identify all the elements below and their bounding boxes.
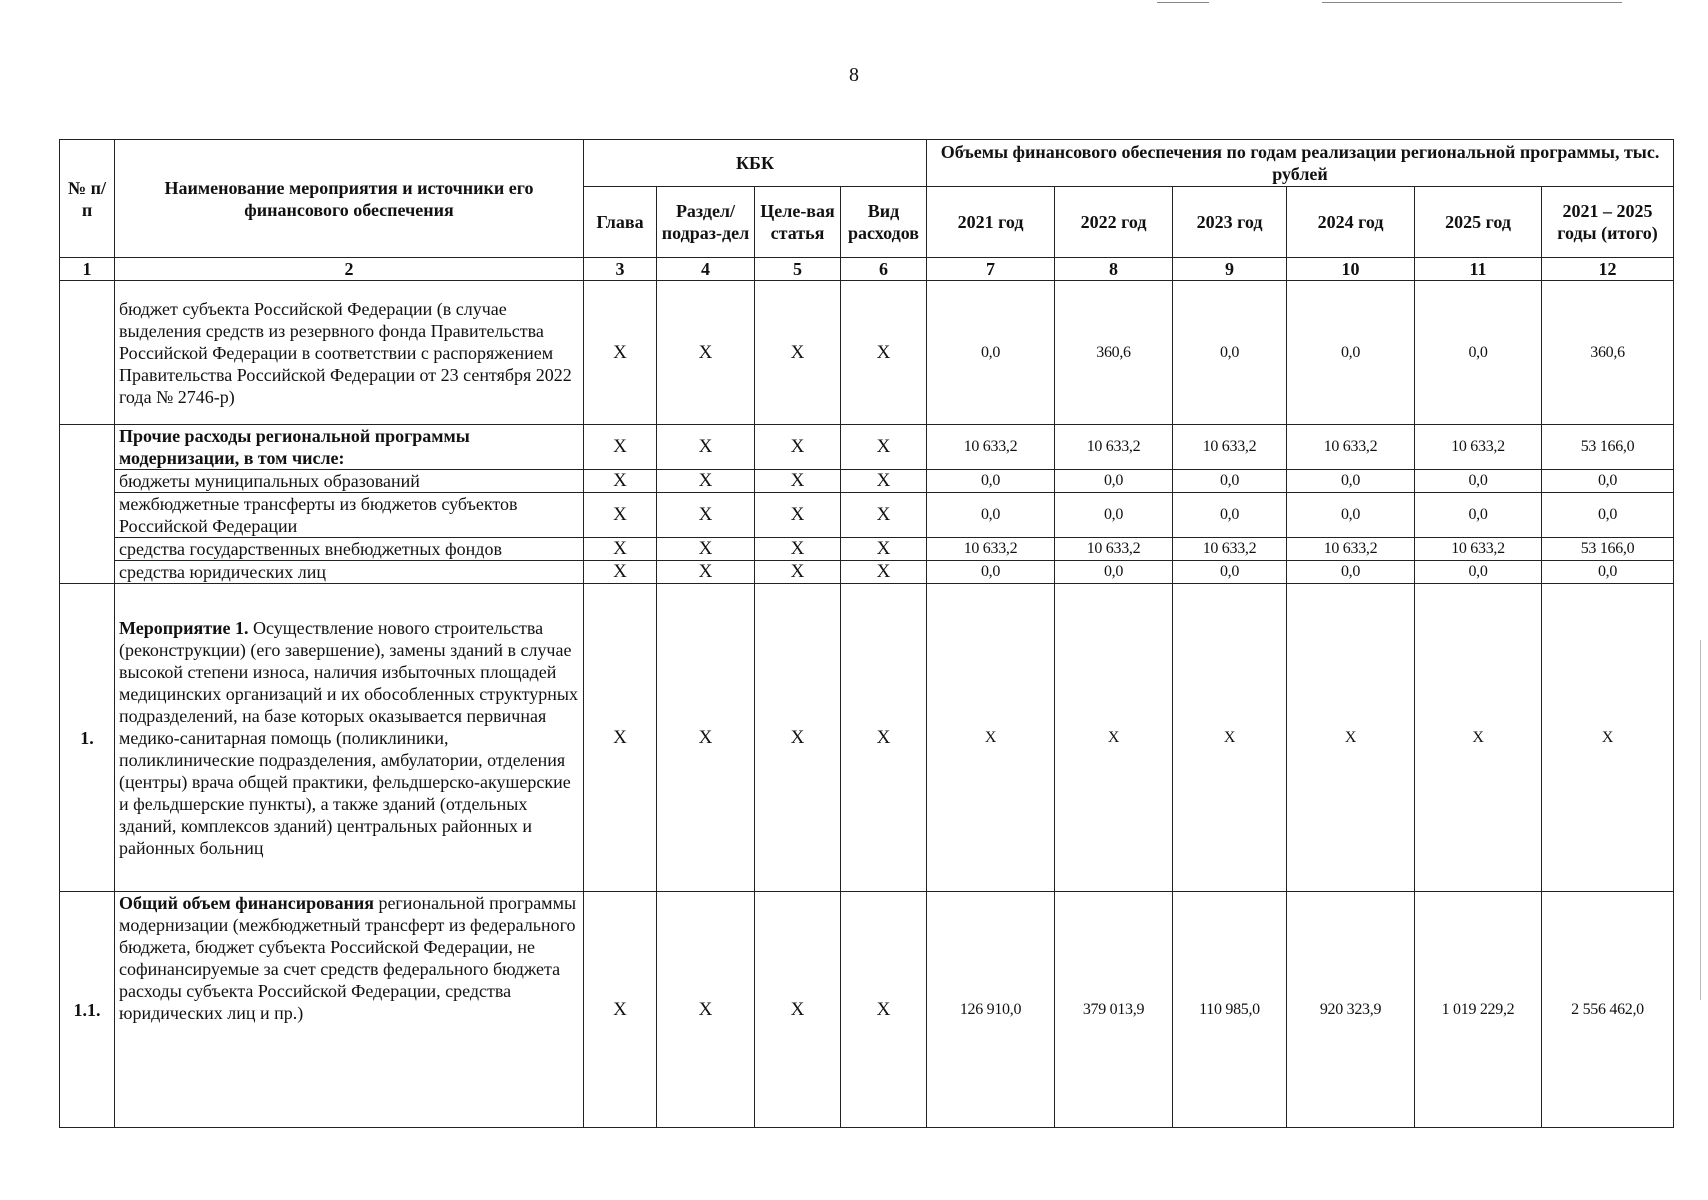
value-cell: 0,0 xyxy=(1415,470,1542,493)
value-cell: 0,0 xyxy=(1173,561,1287,584)
kbk-cell: Х xyxy=(755,281,841,425)
header-year: 2024 год xyxy=(1287,187,1415,258)
financing-table xyxy=(59,139,1674,1128)
header-no: № п/п xyxy=(60,140,115,258)
header-kbk-target: Целе-вая статья xyxy=(755,187,841,258)
column-number: 10 xyxy=(1287,258,1415,281)
kbk-cell: Х xyxy=(841,425,927,470)
row-lead: Общий объем финансирования xyxy=(119,893,374,913)
column-number: 1 xyxy=(60,258,115,281)
header-year: 2023 год xyxy=(1173,187,1287,258)
kbk-cell: Х xyxy=(841,470,927,493)
kbk-cell: Х xyxy=(841,584,927,892)
kbk-cell: Х xyxy=(584,281,657,425)
column-number: 3 xyxy=(584,258,657,281)
value-cell: 0,0 xyxy=(1415,281,1542,425)
row-description xyxy=(115,584,584,892)
value-cell: 0,0 xyxy=(927,561,1055,584)
row-description xyxy=(115,493,584,538)
value-cell: Х xyxy=(1173,584,1287,892)
header-kbk-expense-type: Вид расходов xyxy=(841,187,927,258)
header-year-total: 2021 – 2025 годы (итого) xyxy=(1542,187,1674,258)
kbk-cell: Х xyxy=(584,538,657,561)
table-row xyxy=(60,425,1674,470)
table-row xyxy=(60,584,1674,892)
kbk-cell: Х xyxy=(584,561,657,584)
row-lead: Прочие расходы региональной программы модернизации, в том числе: xyxy=(119,426,470,468)
value-cell: 1 019 229,2 xyxy=(1415,892,1542,1128)
value-cell: 0,0 xyxy=(1055,561,1173,584)
column-number: 2 xyxy=(115,258,584,281)
value-cell: 0,0 xyxy=(1287,493,1415,538)
kbk-cell: Х xyxy=(841,493,927,538)
value-cell: 53 166,0 xyxy=(1542,538,1674,561)
value-cell: 10 633,2 xyxy=(1415,425,1542,470)
value-cell: 0,0 xyxy=(927,493,1055,538)
table-row xyxy=(60,538,1674,561)
value-cell: 0,0 xyxy=(1287,470,1415,493)
scan-artifact-line xyxy=(1322,2,1622,3)
row-text: средства юридических лиц xyxy=(119,562,326,582)
value-cell: 0,0 xyxy=(1055,493,1173,538)
value-cell: 110 985,0 xyxy=(1173,892,1287,1128)
value-cell: 0,0 xyxy=(1173,470,1287,493)
column-number: 11 xyxy=(1415,258,1542,281)
value-cell: 920 323,9 xyxy=(1287,892,1415,1128)
value-cell: 2 556 462,0 xyxy=(1542,892,1674,1128)
kbk-cell: Х xyxy=(657,892,755,1128)
value-cell: 10 633,2 xyxy=(1287,538,1415,561)
header-volumes: Объемы финансового обеспечения по годам реализации региональной программы, тыс. рублей xyxy=(927,140,1674,187)
kbk-cell: Х xyxy=(755,470,841,493)
row-description xyxy=(115,470,584,493)
column-number: 4 xyxy=(657,258,755,281)
value-cell: 0,0 xyxy=(1542,470,1674,493)
header-year: 2022 год xyxy=(1055,187,1173,258)
row-text: бюджеты муниципальных образований xyxy=(119,471,420,491)
row-text: региональной программы модернизации (межбюджетный трансферт из федерального бюджета, бюджет субъекта Российской Федерации, не софинансируемые за счет средств федерального бюджета расходы субъекта Российской Федерации, средства юридических лиц и пр.) xyxy=(119,893,577,1023)
value-cell: 10 633,2 xyxy=(1173,425,1287,470)
row-description xyxy=(115,892,584,1128)
column-number: 5 xyxy=(755,258,841,281)
value-cell: 0,0 xyxy=(1173,281,1287,425)
column-number: 6 xyxy=(841,258,927,281)
column-number: 9 xyxy=(1173,258,1287,281)
value-cell: Х xyxy=(1287,584,1415,892)
value-cell: 10 633,2 xyxy=(1415,538,1542,561)
column-number: 8 xyxy=(1055,258,1173,281)
kbk-cell: Х xyxy=(657,493,755,538)
row-number xyxy=(60,425,115,584)
value-cell: 10 633,2 xyxy=(927,538,1055,561)
value-cell: 10 633,2 xyxy=(1287,425,1415,470)
value-cell: Х xyxy=(1055,584,1173,892)
header-name: Наименование мероприятия и источники его финансового обеспечения xyxy=(115,140,584,258)
kbk-cell: Х xyxy=(755,561,841,584)
value-cell: 0,0 xyxy=(1055,470,1173,493)
header-kbk-chapter: Глава xyxy=(584,187,657,258)
value-cell: 0,0 xyxy=(1542,493,1674,538)
table-row xyxy=(60,892,1674,1128)
value-cell: 0,0 xyxy=(1415,493,1542,538)
scan-artifact-line xyxy=(1700,640,1701,1000)
kbk-cell: Х xyxy=(755,892,841,1128)
value-cell: Х xyxy=(927,584,1055,892)
row-text: бюджет субъекта Российской Федерации (в случае выделения средств из резервного фонда Правительства Российской Федерации в соответствии с распоряжением Правительства Российской Федерации от 23 сентября 2022 года № 2746-р) xyxy=(119,298,572,407)
header-year: 2021 год xyxy=(927,187,1055,258)
row-description xyxy=(115,281,584,425)
kbk-cell: Х xyxy=(584,493,657,538)
kbk-cell: Х xyxy=(755,493,841,538)
kbk-cell: Х xyxy=(657,584,755,892)
row-description xyxy=(115,425,584,470)
row-number: 1.1. xyxy=(60,892,115,1128)
value-cell: 379 013,9 xyxy=(1055,892,1173,1128)
value-cell: 0,0 xyxy=(1415,561,1542,584)
value-cell: 0,0 xyxy=(1287,561,1415,584)
table-row xyxy=(60,470,1674,493)
kbk-cell: Х xyxy=(841,281,927,425)
table-row xyxy=(60,281,1674,425)
kbk-cell: Х xyxy=(657,538,755,561)
scan-artifact-line xyxy=(1157,2,1209,3)
value-cell: 10 633,2 xyxy=(1173,538,1287,561)
kbk-cell: Х xyxy=(584,470,657,493)
row-number xyxy=(60,281,115,425)
kbk-cell: Х xyxy=(584,425,657,470)
row-lead: Мероприятие 1. xyxy=(119,617,249,638)
row-text: межбюджетные трансферты из бюджетов субъектов Российской Федерации xyxy=(119,494,518,536)
value-cell: 360,6 xyxy=(1055,281,1173,425)
kbk-cell: Х xyxy=(584,584,657,892)
value-cell: Х xyxy=(1415,584,1542,892)
kbk-cell: Х xyxy=(755,425,841,470)
kbk-cell: Х xyxy=(584,892,657,1128)
kbk-cell: Х xyxy=(755,538,841,561)
kbk-cell: Х xyxy=(841,892,927,1128)
value-cell: 10 633,2 xyxy=(927,425,1055,470)
value-cell: 53 166,0 xyxy=(1542,425,1674,470)
column-number: 7 xyxy=(927,258,1055,281)
value-cell: 0,0 xyxy=(1542,561,1674,584)
row-description xyxy=(115,561,584,584)
header-kbk-section: Раздел/ подраз-дел xyxy=(657,187,755,258)
value-cell: 0,0 xyxy=(927,470,1055,493)
row-text: Осуществление нового строительства (реконструкции) (его завершение), замены зданий в случае высокой степени износа, наличия избыточных площадей медицинских организаций и их обособленных структурных подразделений, на базе которых оказывается первичная медико-санитарная помощь (поликлиники, поликлинические подразделения, амбулатории, отделения (центры) врача общей практики, фельдшерско-акушерские и фельдшерские пункты), а также зданий (отдельных зданий, комплексов зданий) центральных районных и районных больниц xyxy=(119,617,578,858)
value-cell: 126 910,0 xyxy=(927,892,1055,1128)
table-row xyxy=(60,493,1674,538)
kbk-cell: Х xyxy=(657,561,755,584)
value-cell: 10 633,2 xyxy=(1055,538,1173,561)
header-year: 2025 год xyxy=(1415,187,1542,258)
kbk-cell: Х xyxy=(841,538,927,561)
kbk-cell: Х xyxy=(755,584,841,892)
row-text: средства государственных внебюджетных фондов xyxy=(119,539,502,559)
kbk-cell: Х xyxy=(841,561,927,584)
column-number: 12 xyxy=(1542,258,1674,281)
kbk-cell: Х xyxy=(657,425,755,470)
value-cell: 0,0 xyxy=(1287,281,1415,425)
value-cell: 360,6 xyxy=(1542,281,1674,425)
kbk-cell: Х xyxy=(657,470,755,493)
kbk-cell: Х xyxy=(657,281,755,425)
row-description xyxy=(115,538,584,561)
row-number: 1. xyxy=(60,584,115,892)
value-cell: Х xyxy=(1542,584,1674,892)
value-cell: 0,0 xyxy=(927,281,1055,425)
header-kbk: КБК xyxy=(584,140,927,187)
page-number: 8 xyxy=(849,64,859,86)
table-row xyxy=(60,561,1674,584)
value-cell: 0,0 xyxy=(1173,493,1287,538)
value-cell: 10 633,2 xyxy=(1055,425,1173,470)
